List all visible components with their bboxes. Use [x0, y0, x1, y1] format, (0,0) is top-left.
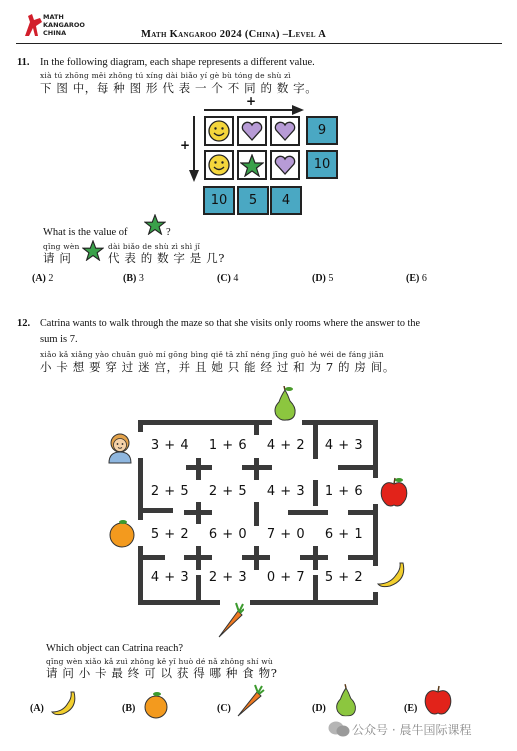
wechat-icon: [328, 720, 350, 738]
maze-wall: [143, 508, 173, 513]
q12-text-line1: Catrina wants to walk through the maze so that she visits only rooms where the answer to the: [40, 318, 420, 329]
maze-wall: [184, 510, 212, 515]
pear-icon: [332, 684, 360, 718]
col-sum-2: 5: [237, 186, 269, 215]
shape-grid: [176, 94, 346, 220]
q11-text: In the following diagram, each shape represents a different value.: [40, 57, 315, 68]
q11-ask-pinyin-1: qǐng wèn: [43, 242, 80, 251]
star-icon: [240, 154, 264, 177]
q11-option-d[interactable]: (D) 5: [312, 273, 334, 284]
q11-pinyin: xià tú zhōng měi zhǒng tú xíng dài biǎo yí gè bù tóng de shù zì: [40, 71, 291, 80]
math-kangaroo-logo: [22, 10, 102, 40]
banana-icon: [50, 690, 78, 718]
plus-horizontal: +: [246, 94, 257, 108]
header-rule: [16, 43, 502, 44]
watermark-text: 公众号 · 晨牛国际课程: [352, 723, 472, 737]
plus-vertical: +: [180, 138, 191, 152]
orange-icon: [142, 690, 170, 720]
maze-room: 2 + 5: [150, 484, 190, 499]
maze-wall: [300, 555, 328, 560]
logo-text: MATH KANGAROO CHINA: [43, 13, 85, 37]
heart-icon: [274, 121, 296, 141]
q12-text-line2: sum is 7.: [40, 334, 78, 345]
q11-ask-hanzi-1: 请 问: [43, 251, 72, 265]
maze-wall: [288, 510, 328, 515]
maze-room: 6 + 1: [324, 527, 364, 542]
watermark: [322, 716, 512, 742]
q11-option-a[interactable]: (A) 2: [32, 273, 54, 284]
maze-room: 2 + 3: [208, 570, 248, 585]
smiley-icon: [208, 154, 230, 176]
q11-ask-text: What is the value of: [43, 227, 128, 238]
row-sum-2: 10: [306, 150, 338, 179]
maze-room: 1 + 6: [208, 438, 248, 453]
q12-option-b[interactable]: [122, 688, 182, 720]
q12-hanzi: 小 卡 想 要 穿 过 迷 宫，并 且 她 只 能 经 过 和 为 7 的 房 间。: [40, 360, 395, 374]
carrot-icon: [235, 684, 265, 718]
maze-wall: [242, 555, 270, 560]
maze-wall: [338, 465, 373, 470]
maze-room: 1 + 6: [324, 484, 364, 499]
q11-ask-hanzi-2: 代 表 的 数 字 是 几?: [108, 251, 225, 265]
pear-icon: [270, 386, 300, 422]
grid-cell: [237, 116, 267, 146]
q12-option-a[interactable]: [30, 690, 90, 720]
q12-option-e[interactable]: [404, 684, 464, 720]
option-letter: (A): [30, 703, 44, 714]
maze-wall: [348, 510, 373, 515]
maze-room: 4 + 3: [266, 484, 306, 499]
maze-room: 4 + 2: [266, 438, 306, 453]
q11-option-b[interactable]: (B) 3: [123, 273, 144, 284]
maze-wall: [184, 555, 212, 560]
option-letter: (C): [217, 703, 231, 714]
q12-ask-hanzi: 请 问 小 卡 最 终 可 以 获 得 哪 种 食 物?: [46, 666, 278, 680]
carrot-icon: [214, 601, 244, 639]
maze-room: 0 + 7: [266, 570, 306, 585]
maze-wall: [143, 555, 165, 560]
q12-ask-pinyin: qǐng wèn xiǎo kǎ zuì zhōng kě yǐ huò dé nǎ zhǒng shí wù: [46, 657, 273, 666]
arrow-right-icon: [204, 105, 304, 115]
maze-wall: [138, 600, 378, 605]
page-title: Math Kangaroo 2024 (China) –Level A: [141, 29, 327, 40]
maze-room: 4 + 3: [150, 570, 190, 585]
q12-ask-text: Which object can Catrina reach?: [46, 643, 184, 654]
option-letter: (B): [122, 703, 136, 714]
girl-icon: [106, 430, 134, 464]
option-letter: (D): [312, 703, 326, 714]
col-sum-3: 4: [270, 186, 302, 215]
kangaroo-icon: [22, 12, 44, 38]
q12-pinyin: xiǎo kǎ xiǎng yào chuān guò mí gōng bìng qiě tā zhǐ néng jīng guò hé wéi de fáng jiān: [40, 350, 384, 359]
arrow-down-icon: [189, 116, 199, 182]
grid-cell: [270, 150, 300, 180]
q11-option-e[interactable]: (E) 6: [406, 273, 427, 284]
q12-option-c[interactable]: [217, 684, 277, 720]
option-letter: (E): [404, 703, 418, 714]
apple-icon: [422, 684, 454, 716]
q12-option-d[interactable]: [312, 684, 372, 720]
maze-wall: [242, 465, 272, 470]
q11-number: 11.: [17, 57, 30, 68]
star-icon: [144, 214, 166, 235]
q12-number: 12.: [17, 318, 31, 329]
heart-icon: [274, 155, 296, 175]
orange-icon: [108, 518, 136, 548]
q11-option-c[interactable]: (C) 4: [217, 273, 239, 284]
maze: [138, 420, 378, 605]
smiley-icon: [208, 120, 230, 142]
grid-cell: [204, 116, 234, 146]
grid-cell: [237, 150, 267, 180]
q11-ask-pinyin-2: dài biǎo de shù zì shì jǐ: [108, 242, 201, 251]
star-icon: [82, 240, 104, 261]
maze-room: 5 + 2: [324, 570, 364, 585]
maze-room: 6 + 0: [208, 527, 248, 542]
maze-wall: [348, 555, 373, 560]
grid-cell: [204, 150, 234, 180]
maze-room: 7 + 0: [266, 527, 306, 542]
q11-ask-q: ?: [166, 227, 171, 238]
header: [0, 0, 517, 48]
maze-room: 3 + 4: [150, 438, 190, 453]
maze-room: 2 + 5: [208, 484, 248, 499]
maze-room: 5 + 2: [150, 527, 190, 542]
heart-icon: [241, 121, 263, 141]
banana-icon: [376, 560, 408, 590]
maze-room: 4 + 3: [324, 438, 364, 453]
q11-hanzi: 下 图 中，每 种 图 形 代 表 一 个 不 同 的 数 字。: [40, 81, 318, 95]
apple-icon: [378, 476, 410, 508]
row-sum-1: 9: [306, 116, 338, 145]
col-sum-1: 10: [203, 186, 235, 215]
grid-cell: [270, 116, 300, 146]
maze-wall: [186, 465, 212, 470]
